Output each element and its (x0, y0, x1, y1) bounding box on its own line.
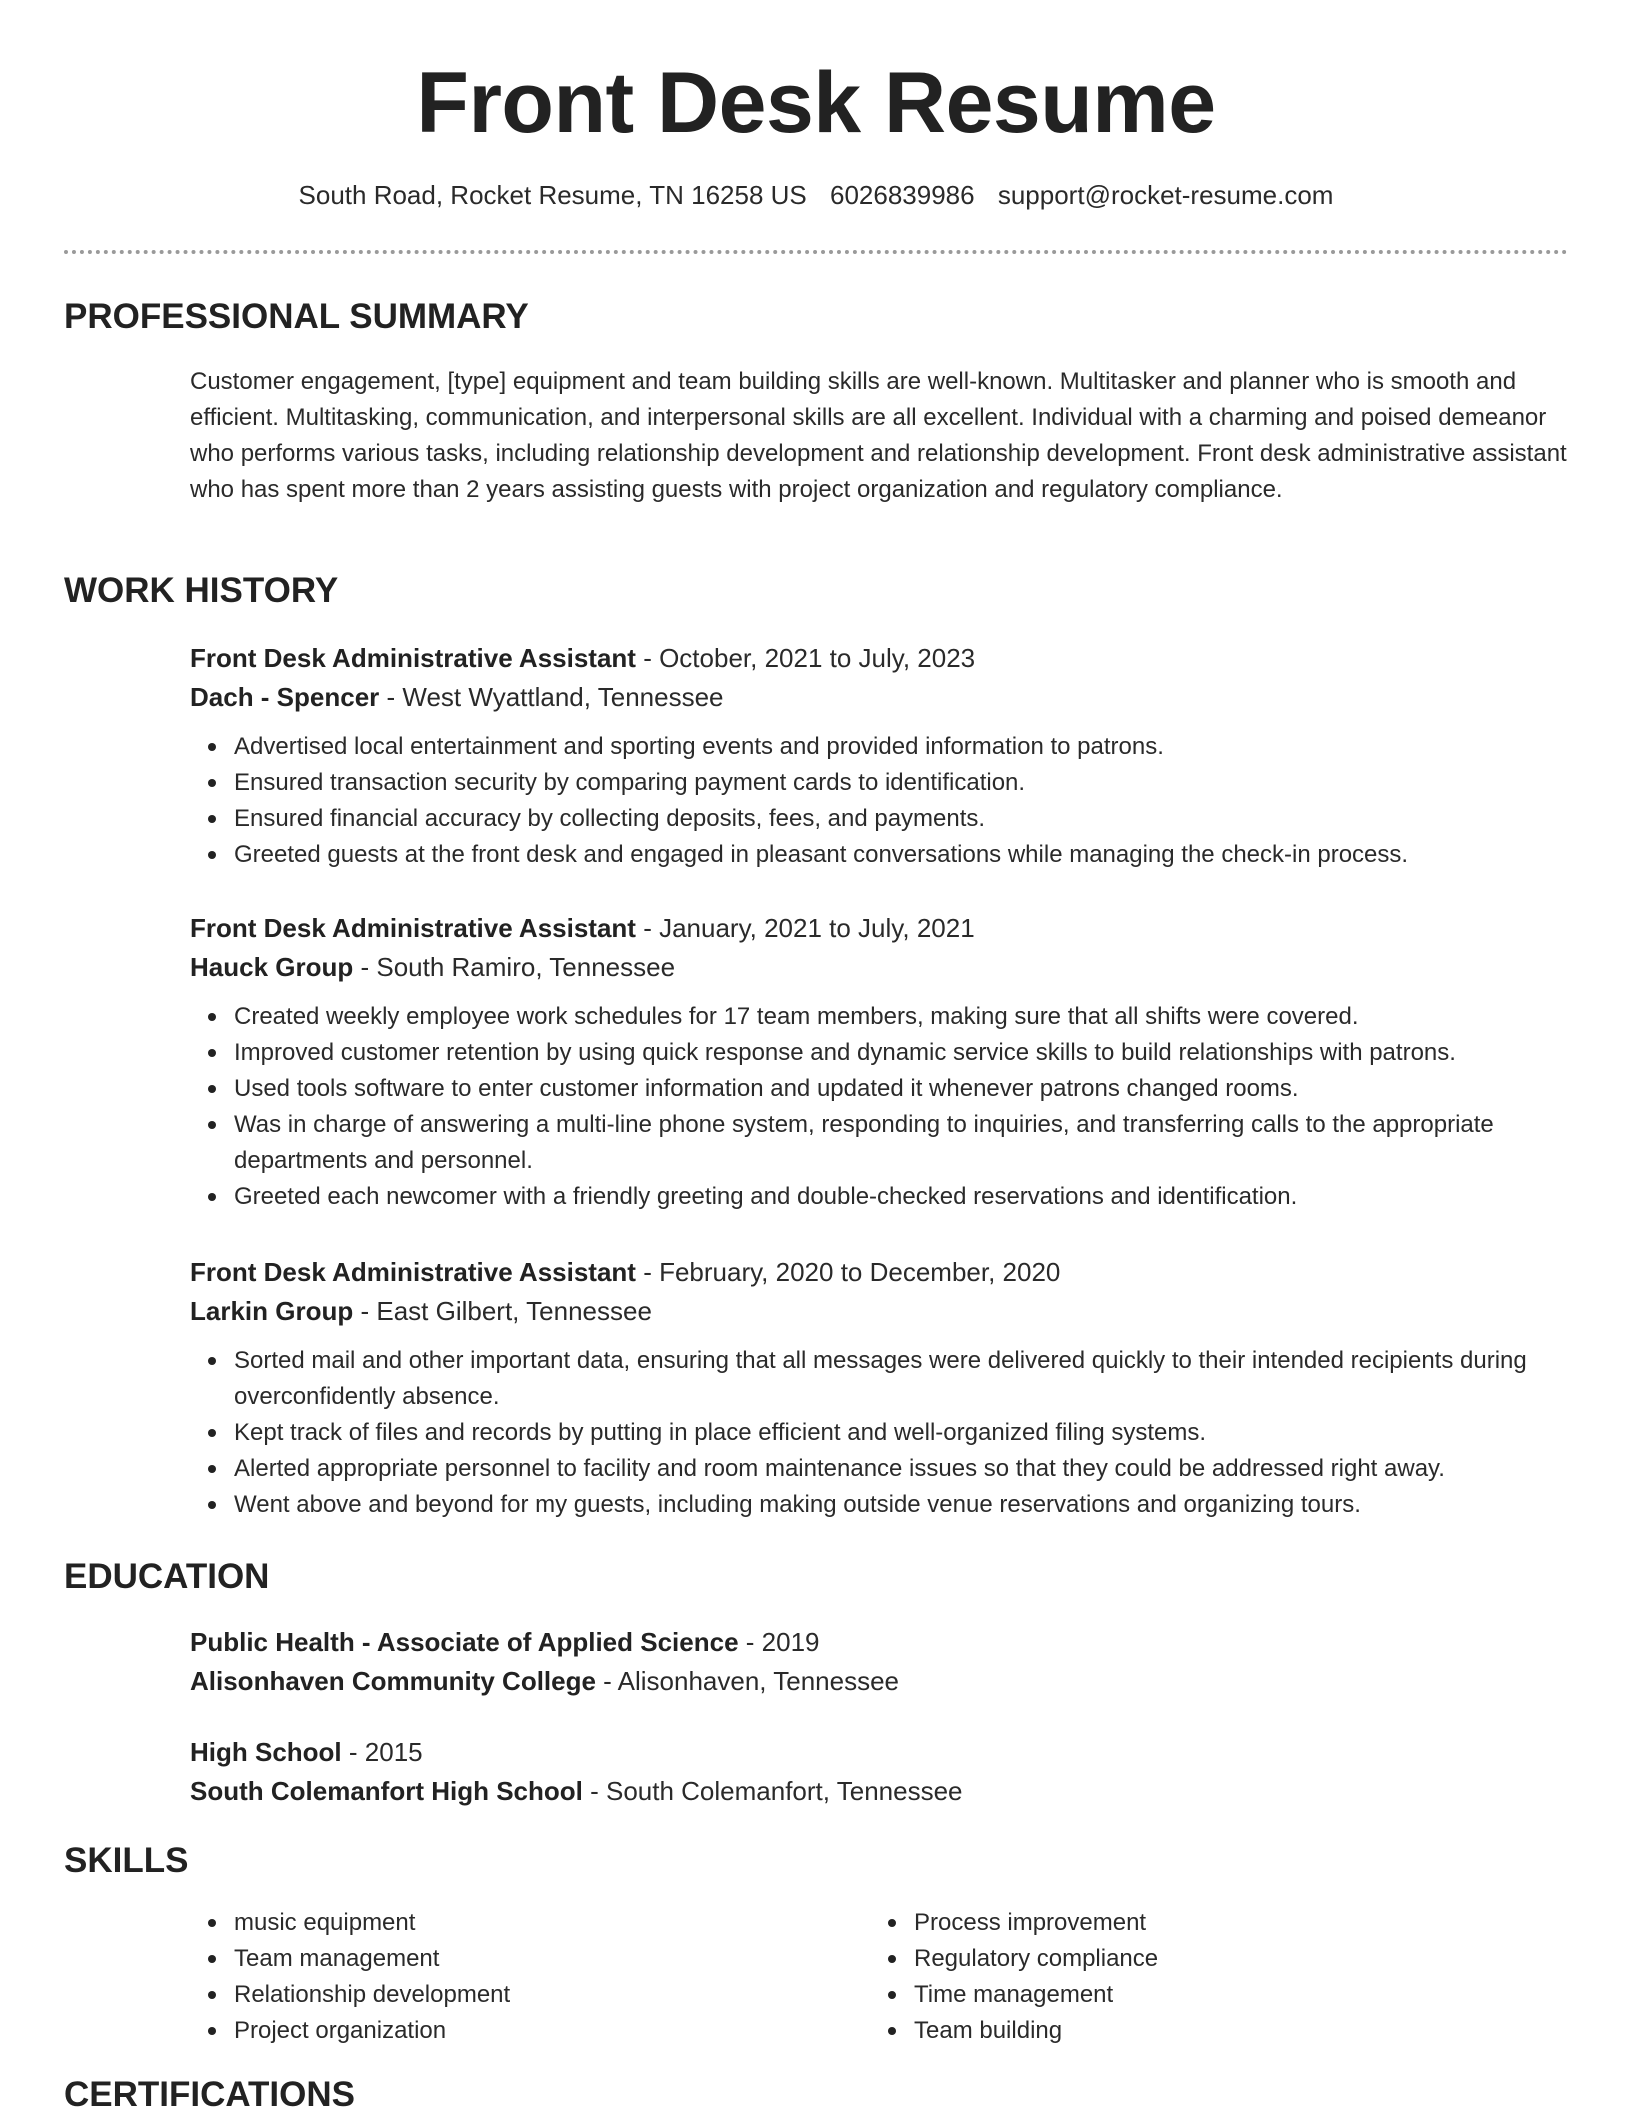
section-title-certifications: CERTIFICATIONS (64, 2075, 356, 2114)
job-entry-2 (190, 909, 1568, 1215)
list-item: Greeted guests at the front desk and engaged in pleasant conversations while managing the check-in process. (234, 837, 1568, 873)
job-title-line (190, 639, 1568, 678)
education-location: - South Colemanfort, Tennessee (582, 1776, 963, 1806)
education-school: South Colemanfort High School (190, 1776, 583, 1806)
list-item: Kept track of files and records by putting in place efficient and well-organized filing systems. (234, 1415, 1568, 1451)
list-item: Relationship development (234, 1977, 874, 2013)
job-bullets (190, 999, 1568, 1215)
section-title-summary: PROFESSIONAL SUMMARY (64, 297, 529, 336)
job-company: Larkin Group (190, 1296, 354, 1326)
education-degree: High School (190, 1737, 342, 1767)
job-entry-1 (190, 639, 1568, 873)
contact-email: support@rocket-resume.com (997, 180, 1334, 210)
education-degree: Public Health - Associate of Applied Science (190, 1627, 739, 1657)
job-bullets (190, 1343, 1568, 1523)
job-entry-3 (190, 1253, 1568, 1523)
job-title-line (190, 1253, 1568, 1292)
section-title-education: EDUCATION (64, 1557, 270, 1596)
education-year: - 2015 (341, 1737, 423, 1767)
job-location: - East Gilbert, Tennessee (353, 1296, 652, 1326)
contact-address: South Road, Rocket Resume, TN 16258 US (298, 180, 807, 210)
education-entry-1 (190, 1623, 1568, 1701)
job-title-line (190, 909, 1568, 948)
job-dates: - February, 2020 to December, 2020 (635, 1257, 1061, 1287)
education-school: Alisonhaven Community College (190, 1666, 596, 1696)
skills-list-left (190, 1905, 874, 2049)
skills-list-right (870, 1905, 1554, 2049)
list-item: Alerted appropriate personnel to facility and room maintenance issues so that they could be addressed right away. (234, 1451, 1568, 1487)
page-title: Front Desk Resume (416, 55, 1216, 151)
education-entry-2 (190, 1733, 1568, 1811)
list-item: Team management (234, 1941, 874, 1977)
summary-text: Customer engagement, [type] equipment and team building skills are well-known. Multitasker and planner who is smooth and efficient. Multitasking, communication, and interpersonal skills are all excellent. Individual with a charming and poised demeanor who performs various tasks, including relationship development and relationship development. Front desk administrative assistant who has spent more than 2 years assisting guests with project organization and regulatory compliance. (190, 368, 1567, 503)
header-divider (64, 250, 1568, 254)
section-title-work-history: WORK HISTORY (64, 571, 339, 610)
list-item: Sorted mail and other important data, ensuring that all messages were delivered quickly to their intended recipients during overconfidently absence. (234, 1343, 1568, 1415)
list-item: Advertised local entertainment and sporting events and provided information to patrons. (234, 729, 1568, 765)
contact-phone: 6026839986 (830, 180, 975, 210)
list-item: Ensured transaction security by comparing payment cards to identification. (234, 765, 1568, 801)
job-location: - West Wyattland, Tennessee (379, 682, 724, 712)
list-item: music equipment (234, 1905, 874, 1941)
list-item: Time management (914, 1977, 1554, 2013)
list-item: Process improvement (914, 1905, 1554, 1941)
list-item: Created weekly employee work schedules for 17 team members, making sure that all shifts were covered. (234, 999, 1568, 1035)
list-item: Went above and beyond for my guests, including making outside venue reservations and organizing tours. (234, 1487, 1568, 1523)
job-role: Front Desk Administrative Assistant (190, 913, 636, 943)
education-degree-line (190, 1623, 1568, 1662)
job-role: Front Desk Administrative Assistant (190, 1257, 636, 1287)
job-company: Dach - Spencer (190, 682, 380, 712)
list-item: Project organization (234, 2013, 874, 2049)
list-item: Used tools software to enter customer information and updated it whenever patrons changed rooms. (234, 1071, 1568, 1107)
list-item: Team building (914, 2013, 1554, 2049)
job-bullets (190, 729, 1568, 873)
job-company-line (190, 948, 1568, 987)
list-item: Regulatory compliance (914, 1941, 1554, 1977)
contact-line (64, 180, 1568, 211)
resume-page (64, 0, 1568, 2112)
job-location: - South Ramiro, Tennessee (353, 952, 676, 982)
education-location: - Alisonhaven, Tennessee (595, 1666, 900, 1696)
education-school-line (190, 1662, 1568, 1701)
list-item: Ensured financial accuracy by collecting deposits, fees, and payments. (234, 801, 1568, 837)
section-title-skills: SKILLS (64, 1841, 189, 1880)
job-company: Hauck Group (190, 952, 354, 982)
job-role: Front Desk Administrative Assistant (190, 643, 636, 673)
list-item: Greeted each newcomer with a friendly greeting and double-checked reservations and identification. (234, 1179, 1568, 1215)
education-degree-line (190, 1733, 1568, 1772)
list-item: Was in charge of answering a multi-line phone system, responding to inquiries, and transferring calls to the appropriate departments and personnel. (234, 1107, 1568, 1179)
job-company-line (190, 1292, 1568, 1331)
education-school-line (190, 1772, 1568, 1811)
education-year: - 2019 (738, 1627, 820, 1657)
job-dates: - January, 2021 to July, 2021 (635, 913, 975, 943)
job-dates: - October, 2021 to July, 2023 (635, 643, 976, 673)
list-item: Improved customer retention by using quick response and dynamic service skills to build relationships with patrons. (234, 1035, 1568, 1071)
job-company-line (190, 678, 1568, 717)
